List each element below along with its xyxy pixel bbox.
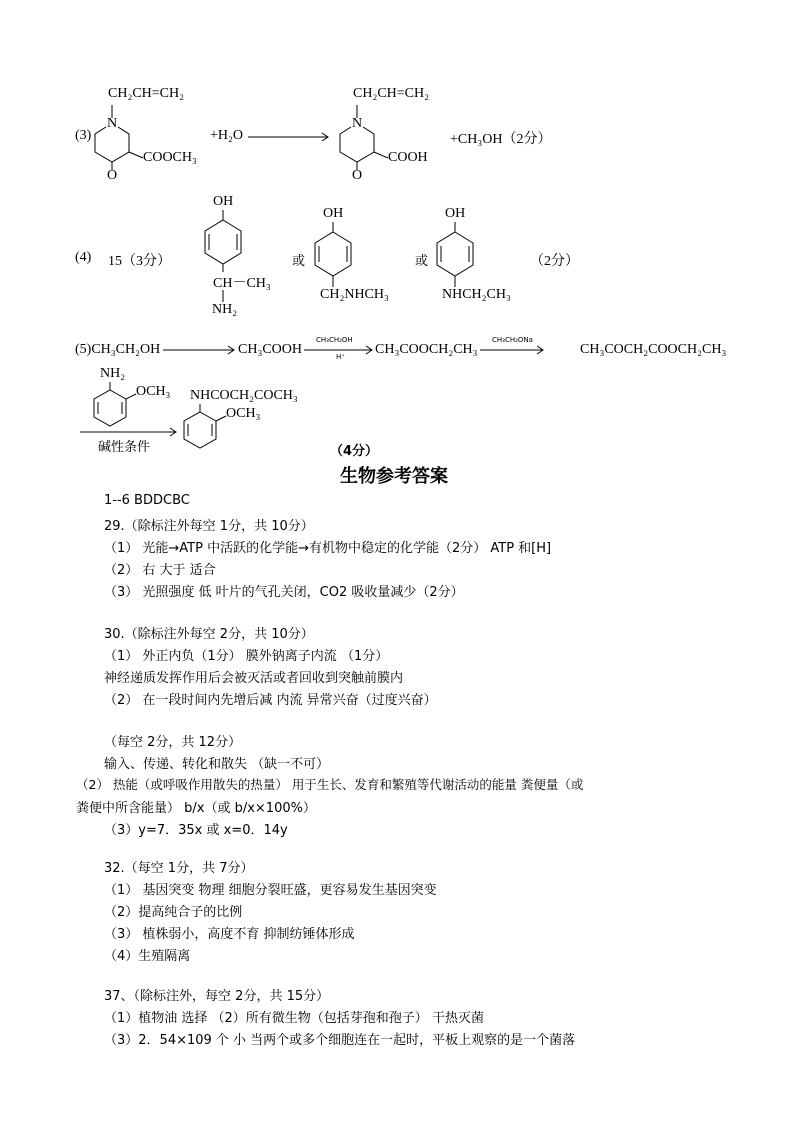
q3-ester-group: COOCH₃: [143, 150, 197, 165]
answer-line: （3）y=7．35x 或 x=0．14y: [104, 823, 288, 838]
q4-hydroxyl-1: OH: [213, 194, 234, 209]
chem-structures: [0, 0, 794, 460]
answer-line: 37、（除标注外，每空 2分，共 15分）: [104, 989, 330, 1004]
q3-allyl-group: CH₂CH=CH₂: [108, 86, 185, 101]
q4-methylaminomethyl: CH₂NHCH₃: [320, 287, 389, 302]
q4-hydroxyl-3: OH: [445, 206, 466, 221]
answer-line: （2） 热能（或呼吸作用散失的热量） 用于生长、发育和繁殖等代谢活动的能量 粪便量（或: [76, 777, 584, 792]
q5-benzene-amide: [184, 404, 226, 448]
q3-label: (3): [75, 128, 92, 143]
q5-aniline-amino: NH₂: [100, 366, 126, 381]
q4-benzene-2: [315, 222, 351, 287]
q3-ketone-oxygen-2: O: [352, 168, 363, 183]
answer-line: （每空 2分，共 12分）: [104, 735, 242, 750]
q3-ketone-oxygen: O: [107, 168, 118, 183]
answer-line: 30.（除标注外每空 2分，共 10分）: [104, 627, 314, 642]
q5-product-3: CH₃COCH₂COOCH₂CH₃: [580, 342, 727, 357]
q5-condition-3: CH₃CH₂ONa: [492, 336, 533, 344]
answer-line: 输入、传递、转化和散失 （缺一不可）: [104, 757, 330, 772]
answer-line: （1） 光能→ATP 中活跃的化学能→有机物中稳定的化学能（2分） ATP 和[H]: [104, 541, 552, 556]
answer-line: （1） 基因突变 物理 细胞分裂旺盛，更容易发生基因突变: [104, 883, 437, 898]
q3-plus-water: +H₂O: [210, 128, 243, 143]
q5-benzene-aniline: [94, 382, 136, 426]
answer-line: （4）生殖隔离: [104, 949, 191, 964]
q3-nitrogen: N: [107, 116, 118, 131]
answer-line: （1） 外正内负（1分） 膜外钠离子内流 （1分）: [104, 649, 389, 664]
answer-line: （1）植物油 选择 （2）所有微生物（包括芽孢和孢子） 干热灭菌: [104, 1011, 484, 1026]
q4-hydroxyl-2: OH: [323, 206, 344, 221]
q3-nitrogen-2: N: [352, 116, 363, 131]
q5-product-1: CH₃COOH: [238, 342, 302, 357]
answer-line: （2）提高纯合子的比例: [104, 905, 243, 920]
q5-condition-2: CH₃CH₂OH: [316, 336, 353, 344]
q4-ethylamino: NHCH₂CH₃: [442, 287, 511, 302]
q4-benzene-3: [437, 222, 473, 287]
q5-amide-methoxy: OCH₃: [226, 406, 261, 421]
q3-reactant-ring: [95, 105, 143, 170]
q5-score: （4分）: [330, 444, 379, 459]
q5-condition-basic: 碱性条件: [98, 440, 151, 455]
q4-score: （2分）: [530, 254, 579, 269]
answer-line: （3）2．54×109 个 小 当两个或多个细胞连在一起时，平板上观察的是一个菌落: [104, 1033, 576, 1048]
q4-count: 15（3分）: [108, 254, 171, 269]
q4-ethylamine-chain: CH－CH₃: [213, 276, 271, 291]
q5-amide-group: NHCOCH₂COCH₃: [190, 388, 298, 403]
q4-label: (4): [75, 250, 92, 265]
q5-aniline-methoxy: OCH₃: [136, 384, 171, 399]
answer-line: （3） 植株弱小，高度不育 抑制纺锤体形成: [104, 927, 355, 942]
q3-acid-group: COOH: [388, 150, 428, 165]
q4-or-2: 或: [415, 254, 429, 269]
answer-line: 神经递质发挥作用后会被灭活或者回收到突触前膜内: [104, 671, 404, 686]
answer-line: 32.（每空 1分，共 7分）: [104, 861, 254, 876]
q5-product-2: CH₃COOCH₂CH₃: [375, 342, 478, 357]
q4-or-1: 或: [292, 254, 306, 269]
q3-product-text: +CH₃OH（2分）: [450, 132, 552, 147]
q3-arrow: [248, 133, 328, 141]
answer-line: （3） 光照强度 低 叶片的气孔关闭，CO2 吸收量减少（2分）: [104, 585, 464, 600]
q3-allyl-group-2: CH₂CH=CH₂: [353, 86, 430, 101]
answer-line: （2） 右 大于 适合: [104, 563, 216, 578]
answer-line: （2） 在一段时间内先增后减 内流 异常兴奋（过度兴奋）: [104, 693, 437, 708]
q4-amino-group: NH₂: [212, 302, 238, 317]
answer-line: 1--6 BDDCBC: [104, 493, 190, 508]
answer-line: 粪便中所含能量） b/x（或 b/x×100%）: [76, 801, 316, 816]
answer-line: 29.（除标注外每空 1分，共 10分）: [104, 519, 314, 534]
q3-product-ring: [340, 105, 388, 170]
q5-start: (5)CH₃CH₂OH: [75, 342, 161, 357]
q5-condition-2b: H⁺: [336, 353, 345, 361]
page-title: 生物参考答案: [340, 466, 448, 487]
